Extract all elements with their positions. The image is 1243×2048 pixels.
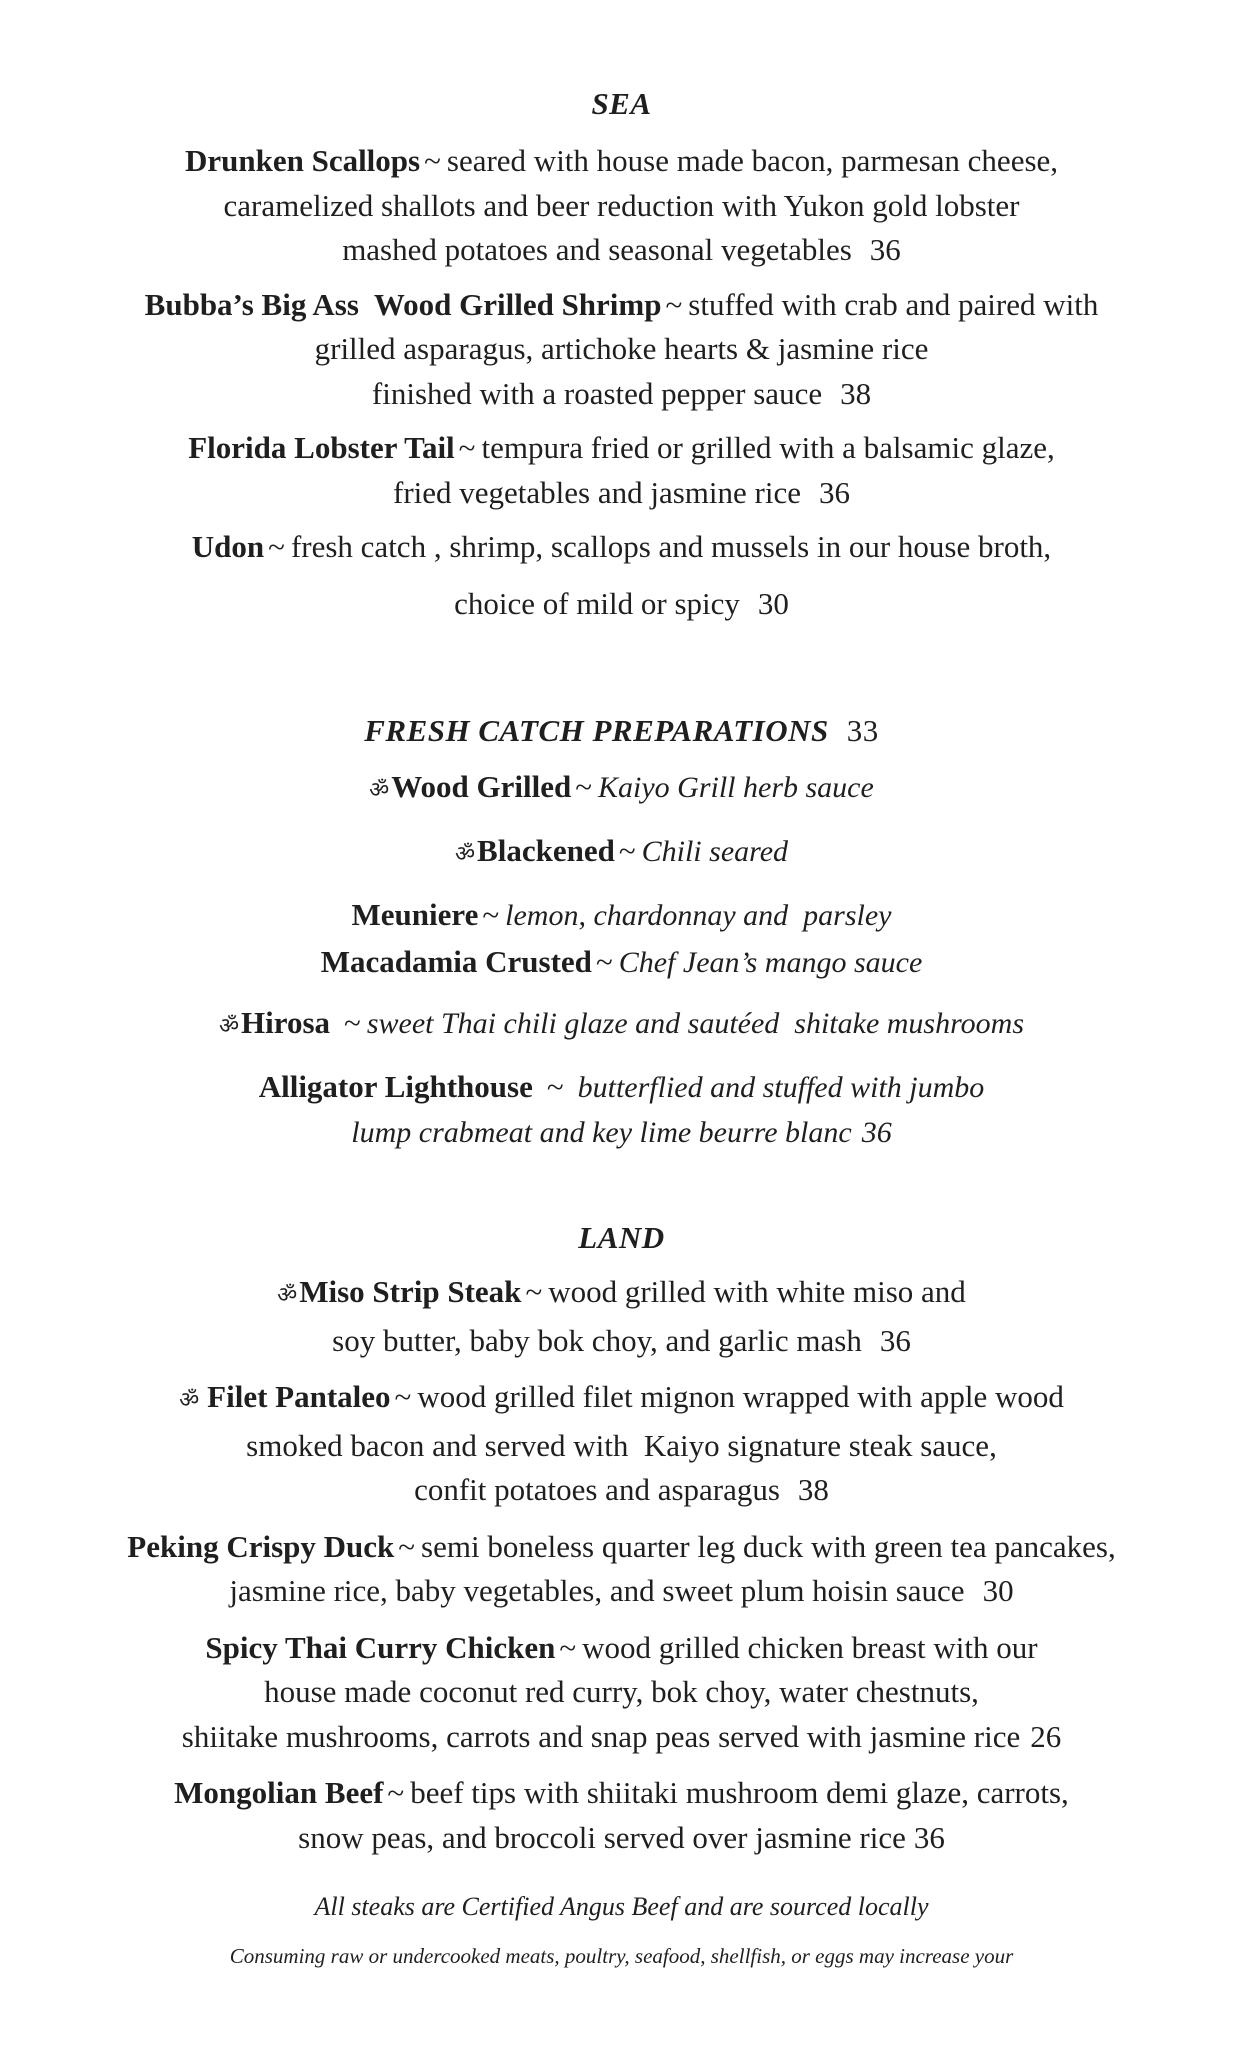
item-description: fried vegetables and jasmine rice (393, 474, 801, 510)
item-separator: ~ (482, 897, 500, 932)
item-description: choice of mild or spicy (454, 585, 740, 621)
beef-sourcing-note: All steaks are Certified Angus Beef and are sourced locally (314, 1892, 929, 1921)
item-name: Wood Grilled (391, 769, 572, 804)
menu-item-miso-strip-steak (0, 1270, 1243, 1363)
land-item-list (0, 1270, 1243, 1872)
item-price: 30 (757, 585, 789, 621)
item-description: lump crabmeat and key lime beurre blanc (351, 1116, 852, 1149)
item-price: 30 (982, 1573, 1014, 1608)
menu-item-filet-pantaleo (0, 1375, 1243, 1513)
item-separator: ~ (575, 769, 593, 804)
item-description: caramelized shallots and beer reduction with Yukon gold lobster (223, 187, 1020, 223)
item-name: Macadamia Crusted (320, 944, 592, 979)
item-name: Alligator Lighthouse (258, 1069, 533, 1104)
item-separator: ~ (268, 529, 285, 564)
item-separator: ~ (525, 1274, 543, 1309)
item-description: grilled asparagus, artichoke hearts & jasmine rice (314, 331, 929, 366)
item-description: house made coconut red curry, bok choy, water chestnuts, (264, 1674, 979, 1709)
prep-alligator-lighthouse (0, 1065, 1243, 1155)
item-description: snow peas, and broccoli served over jasmine rice (298, 1819, 906, 1855)
item-description: Chef Jean’s mango sauce (618, 946, 923, 979)
consumer-advisory: Consuming raw or undercooked meats, poultry, seafood, shellfish, or eggs may increase your (229, 1944, 1014, 1968)
om-icon: ॐ (218, 1014, 240, 1039)
item-description: Chili seared (641, 835, 789, 868)
menu-item-florida-lobster-tail (0, 426, 1243, 515)
item-name: Meuniere (351, 897, 479, 932)
item-description: wood grilled chicken breast with our (582, 1629, 1038, 1665)
item-name: Udon (191, 529, 265, 564)
item-name: Peking Crispy Duck (127, 1528, 395, 1564)
item-description: jasmine rice, baby vegetables, and sweet plum hoisin sauce (229, 1573, 965, 1608)
item-separator: ~ (458, 430, 476, 465)
item-separator: ~ (595, 944, 613, 979)
item-price: 38 (840, 375, 872, 411)
item-price: 26 (1030, 1718, 1062, 1754)
item-description: lemon, chardonnay and parsley (505, 899, 892, 932)
prep-meuniere (0, 893, 1243, 938)
item-name: Filet Pantaleo (207, 1379, 391, 1414)
section-title-fresh-catch (0, 711, 1243, 751)
sea-item-list (0, 139, 1243, 636)
section-title-land: LAND (578, 1220, 665, 1255)
item-price: 38 (797, 1472, 829, 1507)
item-description: seared with house made bacon, parmesan cheese, (446, 143, 1059, 178)
om-icon: ॐ (369, 778, 390, 803)
item-price: 36 (818, 474, 850, 510)
item-description: confit potatoes and asparagus (414, 1472, 780, 1507)
item-description: semi boneless quarter leg duck with green tea pancakes, (421, 1528, 1116, 1564)
prep-macadamia-crusted (0, 940, 1243, 985)
item-price: 36 (879, 1322, 911, 1358)
item-description: shiitake mushrooms, carrots and snap peas served with jasmine rice (181, 1718, 1021, 1754)
item-description: wood grilled with white miso and (548, 1274, 966, 1309)
item-description: stuffed with crab and paired with (688, 286, 1099, 322)
om-icon: ॐ (179, 1388, 200, 1413)
menu-item-udon (0, 525, 1243, 626)
item-description: butterflied and stuffed with jumbo (577, 1071, 985, 1104)
item-separator: ~ (665, 286, 683, 322)
prep-wood-grilled (0, 765, 1243, 813)
item-price: 36 (861, 1116, 892, 1149)
item-description: Kaiyo Grill herb sauce (598, 771, 874, 804)
item-description: mashed potatoes and seasonal vegetables (342, 232, 852, 267)
item-price: 36 (913, 1819, 945, 1855)
item-separator: ~ (546, 1069, 564, 1104)
item-name: Mongolian Beef (174, 1775, 384, 1810)
item-separator: ~ (559, 1629, 577, 1665)
item-name: Blackened (477, 833, 615, 868)
item-description: wood grilled filet mignon wrapped with apple wood (417, 1379, 1064, 1414)
item-description: sweet Thai chili glaze and sautéed shitake mushrooms (366, 1007, 1025, 1040)
item-separator: ~ (424, 143, 441, 178)
item-separator: ~ (398, 1528, 416, 1564)
menu-item-spicy-thai-curry-chicken (0, 1626, 1243, 1760)
item-name: Florida Lobster Tail (188, 430, 455, 465)
item-description: soy butter, baby bok choy, and garlic mash (332, 1322, 862, 1358)
item-description: finished with a roasted pepper sauce (371, 375, 823, 411)
section-price: 33 (846, 713, 879, 748)
menu-item-peking-crispy-duck (0, 1525, 1243, 1614)
om-icon: ॐ (277, 1283, 298, 1308)
menu-item-mongolian-beef (0, 1771, 1243, 1860)
item-separator: ~ (387, 1775, 405, 1810)
item-separator: ~ (618, 833, 636, 868)
om-icon: ॐ (454, 842, 476, 867)
item-separator: ~ (344, 1005, 361, 1040)
item-description: fresh catch , shrimp, scallops and mussels in our house broth, (290, 529, 1052, 564)
menu-item-drunken-scallops (0, 139, 1243, 273)
item-description: tempura fried or grilled with a balsamic glaze, (481, 430, 1055, 465)
item-description: beef tips with shiitaki mushroom demi glaze, carrots, (410, 1775, 1069, 1810)
item-description: smoked bacon and served with Kaiyo signature steak sauce, (246, 1427, 997, 1463)
item-name: Bubba’s Big Ass Wood Grilled Shrimp (144, 286, 662, 322)
item-name: Spicy Thai Curry Chicken (205, 1629, 556, 1665)
fresh-catch-list (0, 765, 1243, 1155)
item-name: Drunken Scallops (184, 143, 421, 178)
prep-blackened (0, 829, 1243, 877)
item-name: Miso Strip Steak (299, 1274, 522, 1309)
item-name: Hirosa (241, 1005, 331, 1040)
item-separator: ~ (394, 1379, 412, 1414)
section-title-sea: SEA (591, 86, 652, 121)
prep-hirosa (0, 1001, 1243, 1049)
item-price: 36 (869, 232, 901, 267)
menu-item-big-ass-shrimp (0, 283, 1243, 417)
section-title-text: FRESH CATCH PREPARATIONS (364, 713, 829, 748)
